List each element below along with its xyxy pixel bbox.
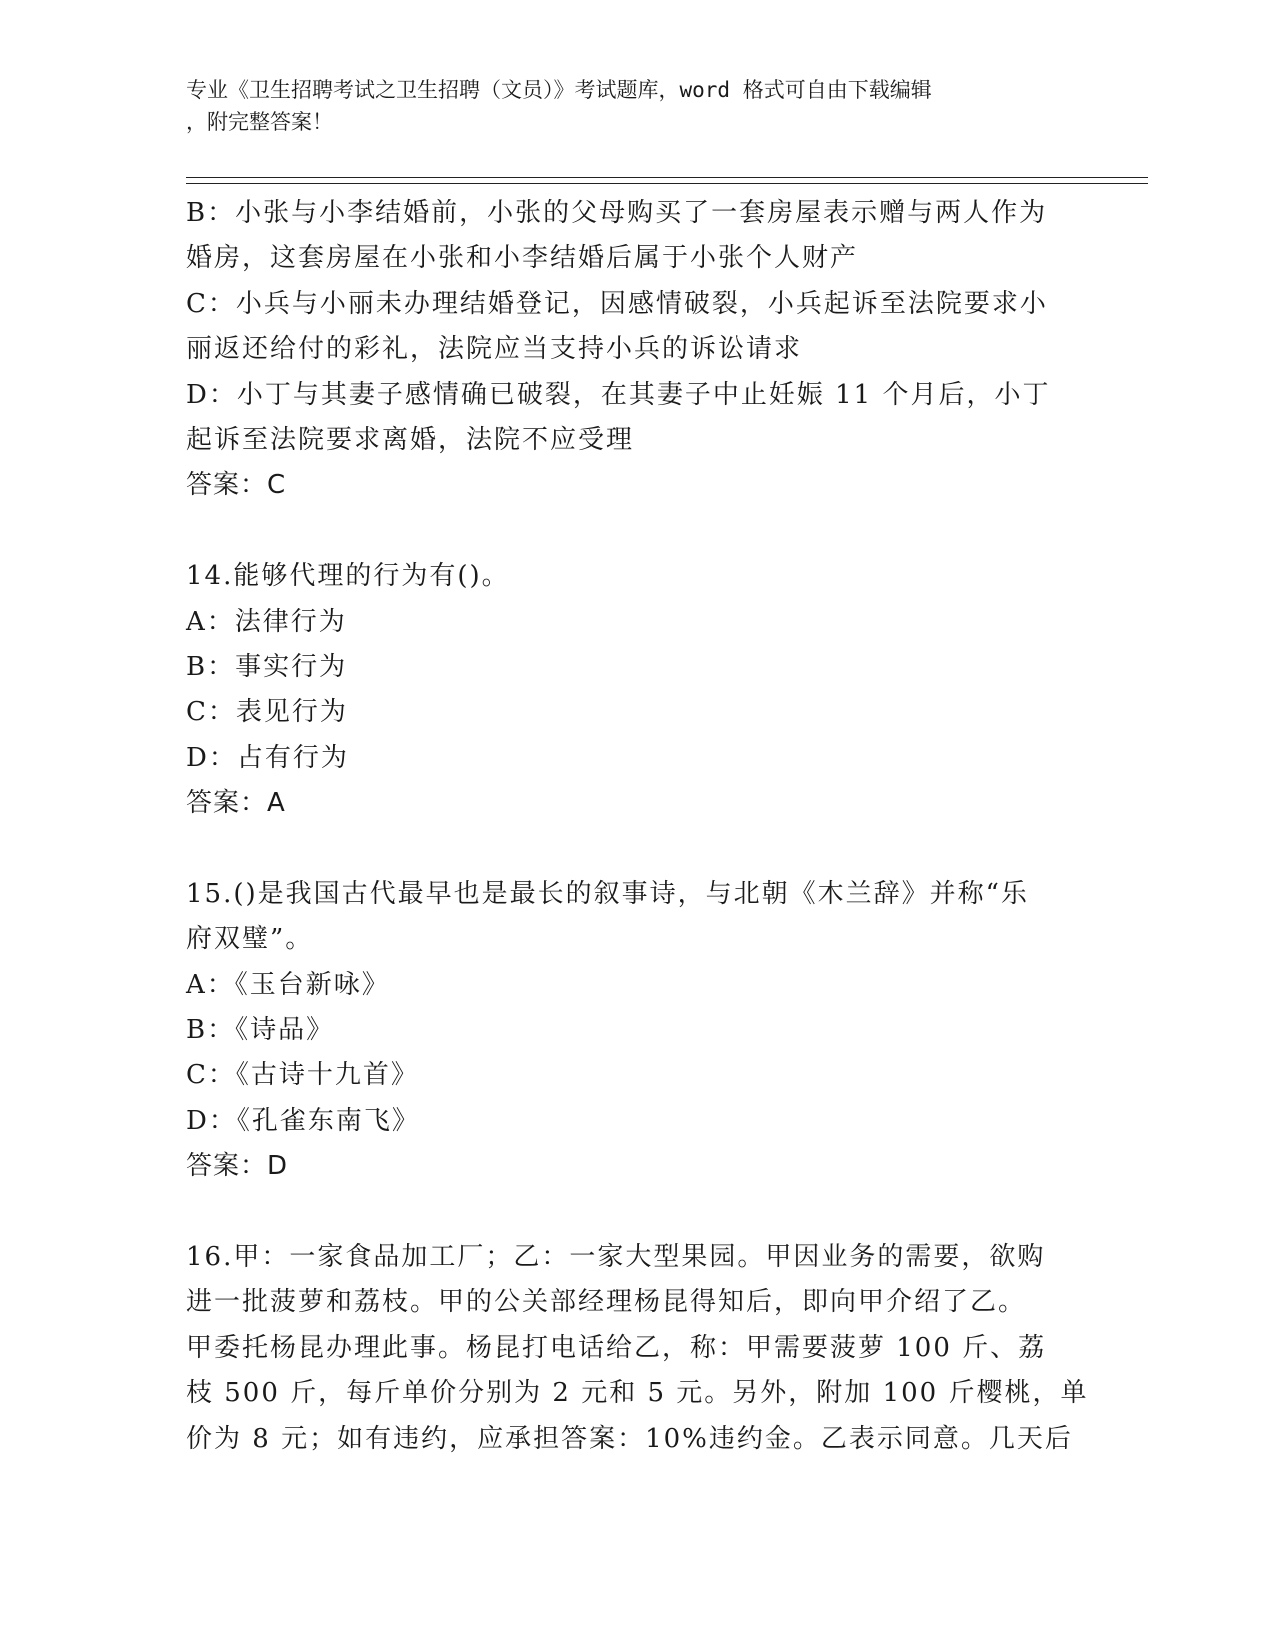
q15-option-c: C：《古诗十九首》 xyxy=(186,1060,419,1091)
q15-answer: 答案：D xyxy=(186,1151,289,1182)
q14-option-c: C：表见行为 xyxy=(186,697,348,728)
q15-option-d: D：《孔雀东南飞》 xyxy=(186,1105,420,1136)
q13-option-c-line-1: C：小兵与小丽未办理结婚登记，因感情破裂，小兵起诉至法院要求小 xyxy=(186,288,1048,319)
q15-option-b: B：《诗品》 xyxy=(186,1015,335,1046)
question-13 xyxy=(186,191,1066,509)
header-divider-top xyxy=(186,177,1148,178)
q13-option-d-line-2: 起诉至法院要求离婚，法院不应受理 xyxy=(186,424,635,455)
q14-option-a: A：法律行为 xyxy=(186,606,347,637)
question-14 xyxy=(186,554,1066,826)
spacer xyxy=(186,1190,1066,1235)
q14-answer: 答案：A xyxy=(186,788,286,819)
q15-option-a: A：《玉台新咏》 xyxy=(186,969,390,1000)
question-content xyxy=(186,191,1089,1462)
question-15 xyxy=(186,872,1066,1190)
q16-stem-line-1: 16.甲：一家食品加工厂；乙：一家大型果园。甲因业务的需要，欲购 xyxy=(186,1241,1046,1272)
q13-option-b-line-1: B：小张与小李结婚前，小张的父母购买了一套房屋表示赠与两人作为 xyxy=(186,198,1048,228)
q14-option-d: D：占有行为 xyxy=(186,742,349,773)
header-divider-bottom xyxy=(186,183,1148,184)
q13-option-b-line-2: 婚房，这套房屋在小张和小李结婚后属于小张个人财产 xyxy=(186,243,859,274)
spacer xyxy=(186,509,1066,554)
page-header xyxy=(186,74,1066,138)
q13-answer: 答案：C xyxy=(186,470,287,501)
header-title-line-1: 专业《卫生招聘考试之卫生招聘（文员）》考试题库，word 格式可自由下载编辑 xyxy=(186,78,932,102)
q13-option-d-line-1: D：小丁与其妻子感情确已破裂，在其妻子中止妊娠 11 个月后，小丁 xyxy=(186,379,1051,410)
q16-stem-line-5: 价为 8 元；如有违约，应承担答案：10%违约金。乙表示同意。几天后 xyxy=(186,1423,1073,1454)
q16-stem-line-3: 甲委托杨昆办理此事。杨昆打电话给乙，称：甲需要菠萝 100 斤、荔 xyxy=(186,1332,1047,1363)
q16-stem-line-2: 进一批菠萝和荔枝。甲的公关部经理杨昆得知后，即向甲介绍了乙。 xyxy=(186,1287,1027,1318)
q13-option-c-line-2: 丽返还给付的彩礼，法院应当支持小兵的诉讼请求 xyxy=(186,334,803,365)
question-16 xyxy=(186,1235,1089,1462)
header-title-line-2: ，附完整答案！ xyxy=(186,110,333,134)
q16-stem-line-4: 枝 500 斤，每斤单价分别为 2 元和 5 元。另外，附加 100 斤樱桃，单 xyxy=(186,1378,1089,1409)
q14-stem: 14.能够代理的行为有()。 xyxy=(186,561,510,592)
spacer xyxy=(186,826,1066,871)
q15-stem-line-2: 府双璧”。 xyxy=(186,924,314,955)
q15-stem-line-1: 15.()是我国古代最早也是最长的叙事诗，与北朝《木兰辞》并称“乐 xyxy=(186,878,1029,909)
q14-option-b: B：事实行为 xyxy=(186,651,348,682)
